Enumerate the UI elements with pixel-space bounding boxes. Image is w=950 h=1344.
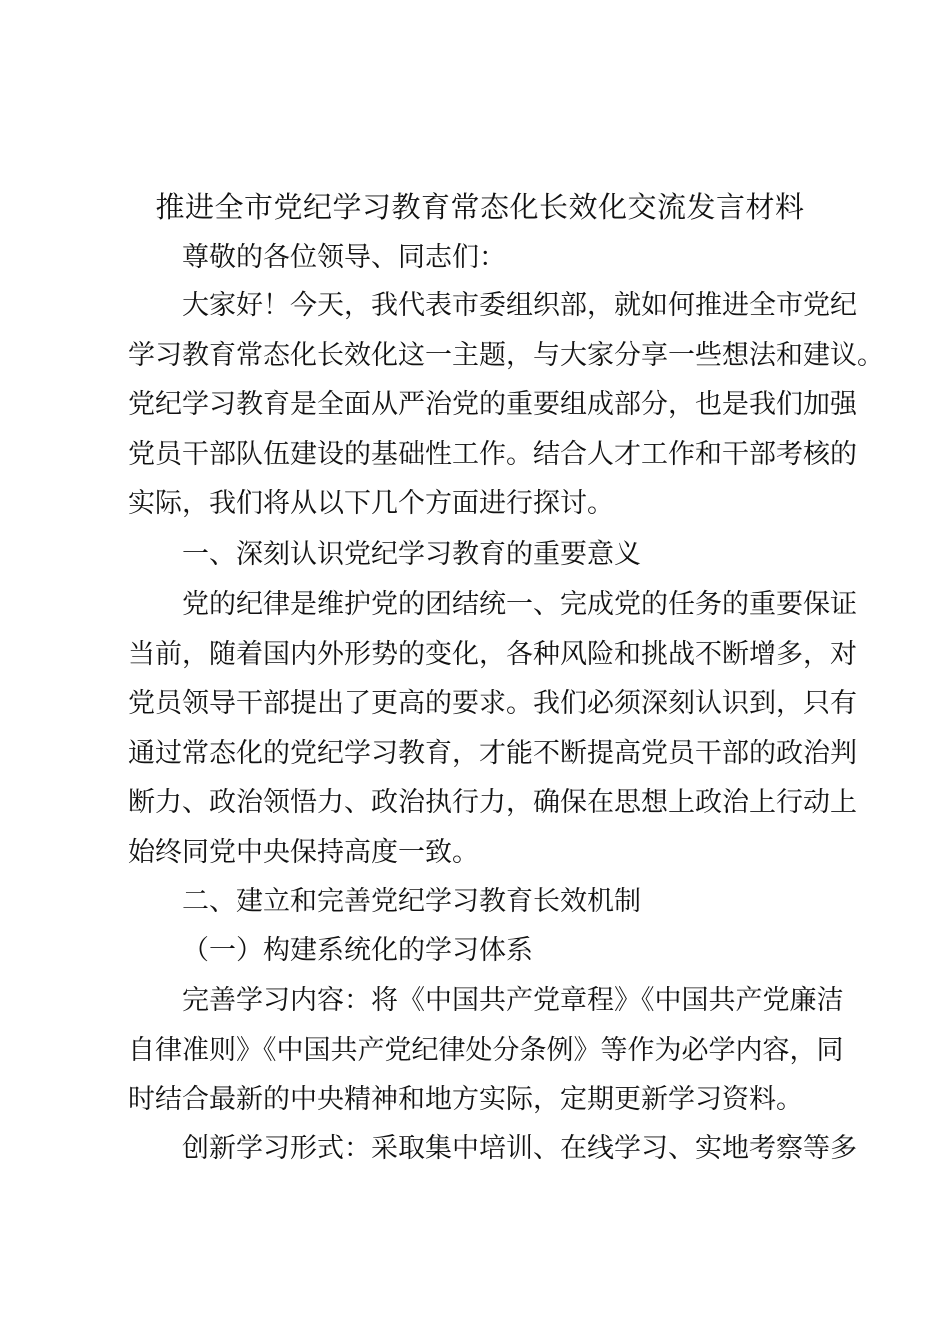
subsection1-paragraph <box>128 976 844 1125</box>
text-line: 始终同党中央保持高度一致。 <box>128 836 479 868</box>
text-line: 自律准则》《中国共产党纪律处分条例》等作为必学内容，同 <box>128 1034 844 1066</box>
intro-paragraph <box>128 281 884 529</box>
text-line: 党纪学习教育是全面从严治党的重要组成部分，也是我们加强 <box>128 389 857 420</box>
text-line: 学习教育常态化长效化这一主题，与大家分享一些想法和建议。 <box>128 339 884 371</box>
section2-heading: 二、建立和完善党纪学习教育长效机制 <box>182 886 641 917</box>
text-line: 完善学习内容：将《中国共产党章程》《中国共产党廉洁 <box>182 985 844 1016</box>
subsection1-paragraph-2 <box>128 1124 857 1174</box>
salutation: 尊敬的各位领导、同志们： <box>182 242 506 273</box>
text-line: 实际，我们将从以下几个方面进行探讨。 <box>128 488 614 519</box>
document-title: 推进全市党纪学习教育常态化长效化交流发言材料 <box>155 190 805 224</box>
text-line: 当前，随着国内外形势的变化，各种风险和挑战不断增多，对 <box>128 638 857 670</box>
section1-paragraph <box>128 580 857 877</box>
text-line: 创新学习形式：采取集中培训、在线学习、实地考察等多 <box>182 1133 857 1164</box>
text-line: 大家好！今天，我代表市委组织部，就如何推进全市党纪 <box>182 290 857 321</box>
text-line: 党员干部队伍建设的基础性工作。结合人才工作和干部考核的 <box>128 438 857 470</box>
subsection1-heading: （一）构建系统化的学习体系 <box>182 935 533 966</box>
section1-heading: 一、深刻认识党纪学习教育的重要意义 <box>182 539 641 570</box>
text-line: 时结合最新的中央精神和地方实际，定期更新学习资料。 <box>128 1084 803 1115</box>
text-line: 党的纪律是维护党的团结统一、完成党的任务的重要保证 <box>182 589 857 620</box>
text-line: 党员领导干部提出了更高的要求。我们必须深刻认识到，只有 <box>128 688 857 719</box>
text-line: 断力、政治领悟力、政治执行力，确保在思想上政治上行动上 <box>128 787 857 818</box>
text-line: 通过常态化的党纪学习教育，才能不断提高党员干部的政治判 <box>128 737 857 769</box>
